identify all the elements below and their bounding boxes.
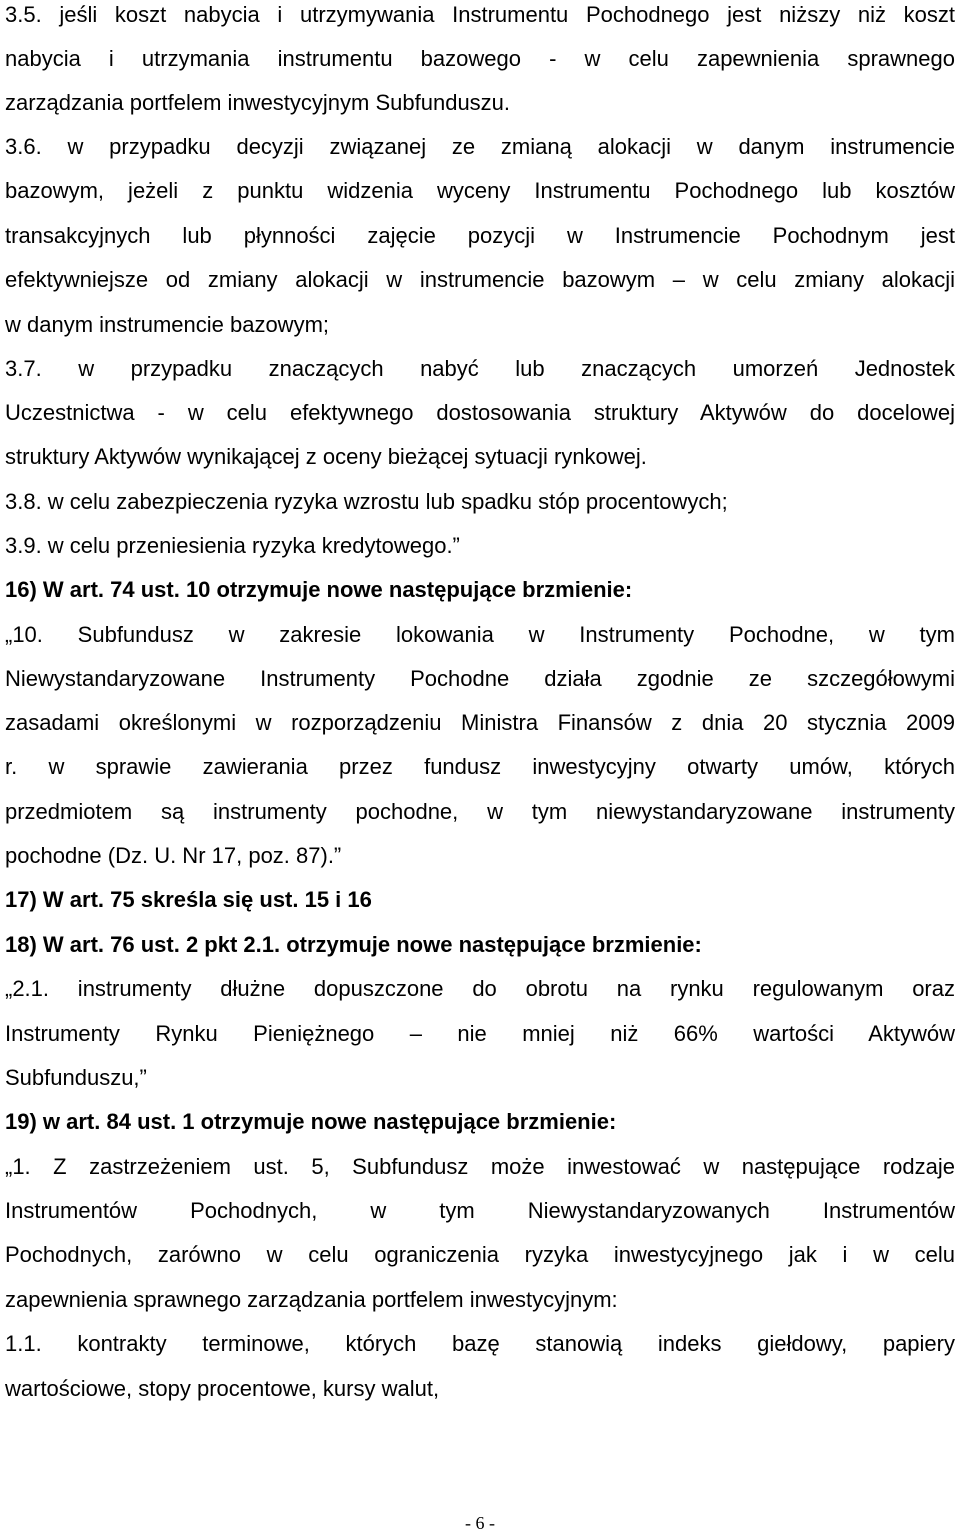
paragraph-line: w danym instrumencie bazowym; xyxy=(5,312,330,337)
paragraph-line: „1. Z zastrzeżeniem ust. 5, Subfundusz może inwestować w następujące rodzaje xyxy=(5,1154,955,1179)
paragraph-line: 3.7. w przypadku znaczących nabyć lub znaczących umorzeń Jednostek xyxy=(5,356,955,381)
paragraph-line: efektywniejsze od zmiany alokacji w instrumencie bazowym – w celu zmiany alokacji xyxy=(5,267,955,292)
paragraph-line: 3.5. jeśli koszt nabycia i utrzymywania Instrumentu Pochodnego jest niższy niż koszt xyxy=(5,2,955,27)
paragraph-line: zapewnienia sprawnego zarządzania portfelem inwestycyjnym: xyxy=(5,1287,618,1312)
paragraph-line: zarządzania portfelem inwestycyjnym Subfunduszu. xyxy=(5,90,511,115)
paragraph-line: pochodne (Dz. U. Nr 17, poz. 87).” xyxy=(5,843,342,868)
paragraph-line: 1.1. kontrakty terminowe, których bazę stanowią indeks giełdowy, papiery xyxy=(5,1331,955,1356)
paragraph-line: Niewystandaryzowane Instrumenty Pochodne działa zgodnie ze szczegółowymi xyxy=(5,666,955,691)
paragraph-line: „2.1. instrumenty dłużne dopuszczone do obrotu na rynku regulowanym oraz xyxy=(5,976,955,1001)
paragraph-line: Subfunduszu,” xyxy=(5,1065,147,1090)
paragraph-line: 3.6. w przypadku decyzji związanej ze zmianą alokacji w danym instrumencie xyxy=(5,134,955,159)
section-heading: 17) W art. 75 skreśla się ust. 15 i 16 xyxy=(5,887,372,912)
paragraph-line: transakcyjnych lub płynności zajęcie pozycji w Instrumencie Pochodnym jest xyxy=(5,223,955,248)
paragraph-line: Instrumenty Rynku Pieniężnego – nie mniej niż 66% wartości Aktywów xyxy=(5,1021,955,1046)
paragraph-line: 3.9. w celu przeniesienia ryzyka kredytowego.” xyxy=(5,533,460,558)
paragraph-line: struktury Aktywów wynikającej z oceny bieżącej sytuacji rynkowej. xyxy=(5,444,647,469)
paragraph-line: Pochodnych, zarówno w celu ograniczenia ryzyka inwestycyjnego jak i w celu xyxy=(5,1242,955,1267)
paragraph-line: wartościowe, stopy procentowe, kursy walut, xyxy=(5,1376,440,1401)
paragraph-line: bazowym, jeżeli z punktu widzenia wyceny Instrumentu Pochodnego lub kosztów xyxy=(5,178,955,203)
paragraph-line: przedmiotem są instrumenty pochodne, w tym niewystandaryzowane instrumenty xyxy=(5,799,955,824)
paragraph-line: nabycia i utrzymania instrumentu bazowego - w celu zapewnienia sprawnego xyxy=(5,46,955,71)
page-number: - 6 - xyxy=(465,1513,495,1533)
section-heading: 16) W art. 74 ust. 10 otrzymuje nowe następujące brzmienie: xyxy=(5,577,633,602)
paragraph-line: „10. Subfundusz w zakresie lokowania w Instrumenty Pochodne, w tym xyxy=(5,622,955,647)
paragraph-line: r. w sprawie zawierania przez fundusz inwestycyjny otwarty umów, których xyxy=(5,754,955,779)
paragraph-line: Uczestnictwa - w celu efektywnego dostosowania struktury Aktywów do docelowej xyxy=(5,400,955,425)
section-heading: 19) w art. 84 ust. 1 otrzymuje nowe następujące brzmienie: xyxy=(5,1109,617,1134)
paragraph-line: zasadami określonymi w rozporządzeniu Ministra Finansów z dnia 20 stycznia 2009 xyxy=(5,710,955,735)
paragraph-line: 3.8. w celu zabezpieczenia ryzyka wzrostu lub spadku stóp procentowych; xyxy=(5,489,728,514)
paragraph-line: Instrumentów Pochodnych, w tym Niewystandaryzowanych Instrumentów xyxy=(5,1198,955,1223)
section-heading: 18) W art. 76 ust. 2 pkt 2.1. otrzymuje nowe następujące brzmienie: xyxy=(5,932,702,957)
